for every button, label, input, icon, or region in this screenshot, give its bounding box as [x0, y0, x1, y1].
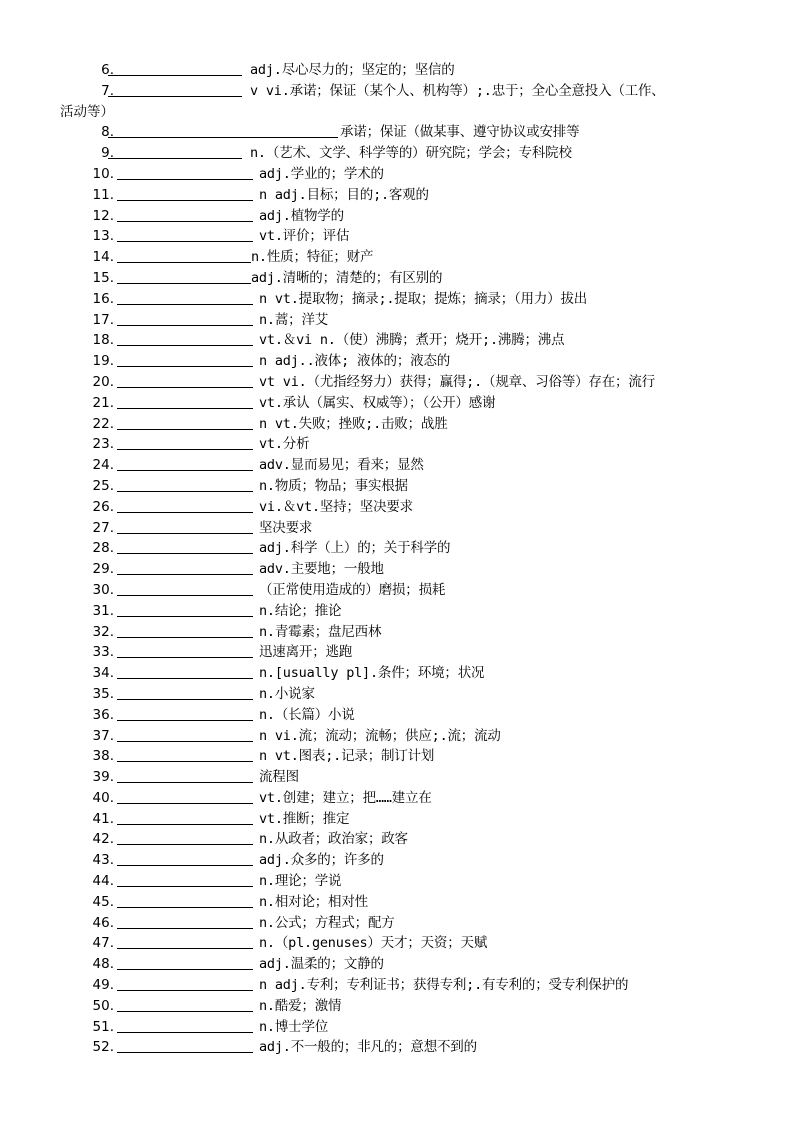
answer-blank[interactable]: [117, 221, 253, 222]
list-item: [0, 642, 794, 663]
answer-blank[interactable]: [117, 1011, 253, 1012]
list-item: [0, 1037, 794, 1058]
item-number: 50.: [92, 997, 114, 1014]
item-definition: vt.评价；评估: [259, 228, 350, 245]
answer-blank[interactable]: [117, 741, 253, 742]
item-definition: n vi.流；流动；流畅；供应;.流；流动: [259, 727, 501, 744]
item-number: 46.: [92, 914, 114, 931]
item-number: 27.: [92, 519, 114, 536]
item-definition: n.（长篇）小说: [259, 706, 355, 723]
answer-blank[interactable]: [117, 262, 251, 263]
item-definition: n vt.提取物；摘录;.提取；提炼；摘录；（用力）拔出: [259, 290, 588, 307]
list-item: [0, 518, 794, 539]
list-item: [0, 226, 794, 247]
answer-blank[interactable]: [117, 699, 253, 700]
answer-blank[interactable]: [117, 928, 253, 929]
item-definition: n.性质；特征；财产: [251, 249, 374, 266]
item-number: 21.: [92, 394, 114, 411]
item-number: 43.: [92, 852, 114, 869]
item-definition: adj.学业的；学术的: [259, 165, 384, 182]
answer-blank[interactable]: [117, 761, 253, 762]
item-number: 8.: [101, 124, 114, 141]
answer-blank[interactable]: [117, 283, 251, 284]
item-definition: vt.推断；推定: [259, 810, 350, 827]
item-definition: vi.＆vt.坚持；坚决要求: [259, 498, 413, 515]
item-definition: adj.温柔的；文静的: [259, 956, 384, 973]
list-item: [0, 351, 794, 372]
list-item: [0, 809, 794, 830]
answer-blank[interactable]: [117, 574, 253, 575]
item-definition: n.物质；物品；事实根据: [259, 477, 408, 494]
item-definition: adj.不一般的；非凡的；意想不到的: [259, 1039, 477, 1056]
list-item: [0, 268, 794, 289]
list-item: [0, 122, 794, 143]
item-definition: n.理论；学说: [259, 873, 342, 890]
list-item: [0, 393, 794, 414]
item-definition: n.从政者；政治家；政客: [259, 831, 408, 848]
item-definition: n vt.图表;.记录；制订计划: [259, 748, 435, 765]
list-item: [0, 622, 794, 643]
answer-blank[interactable]: [117, 200, 253, 201]
list-item: [0, 580, 794, 601]
item-definition: adj.清晰的；清楚的；有区别的: [251, 269, 443, 286]
item-number: 12.: [92, 207, 114, 224]
item-definition: adj.植物学的: [259, 207, 344, 224]
answer-blank[interactable]: [108, 75, 242, 76]
item-definition: 流程图: [259, 769, 299, 786]
item-number: 31.: [92, 602, 114, 619]
item-definition: n.（艺术、文学、科学等的）研究院；学会；专科院校: [250, 145, 572, 162]
answer-blank[interactable]: [117, 990, 253, 991]
list-item: [0, 975, 794, 996]
list-item: [0, 996, 794, 1017]
item-definition: vt.＆vi n.（使）沸腾；煮开；烧开;.沸腾；沸点: [259, 332, 565, 349]
answer-blank[interactable]: [117, 533, 253, 534]
answer-blank[interactable]: [117, 553, 253, 554]
answer-blank[interactable]: [117, 470, 253, 471]
list-item: [0, 705, 794, 726]
item-number: 23.: [92, 436, 114, 453]
item-number: 10.: [92, 165, 114, 182]
item-definition: vt.创建；建立；把……建立在: [259, 789, 432, 806]
list-item: [0, 434, 794, 455]
answer-blank[interactable]: [117, 720, 253, 721]
answer-blank[interactable]: [117, 512, 253, 513]
item-definition: n.酷爱；激情: [259, 997, 342, 1014]
answer-blank[interactable]: [117, 886, 253, 887]
item-definition: n.相对论；相对性: [259, 893, 368, 910]
item-number: 11.: [92, 186, 114, 203]
item-number: 18.: [92, 332, 114, 349]
list-item: [0, 871, 794, 892]
list-item: [0, 788, 794, 809]
item-number: 26.: [92, 498, 114, 515]
item-number: 24.: [92, 457, 114, 474]
list-item: [0, 559, 794, 580]
list-item: [0, 726, 794, 747]
item-number: 30.: [92, 581, 114, 598]
answer-blank[interactable]: [117, 1052, 253, 1053]
item-number: 20.: [92, 373, 114, 390]
item-number: 36.: [92, 706, 114, 723]
list-item: [0, 767, 794, 788]
item-number: 44.: [92, 873, 114, 890]
item-number: 38.: [92, 748, 114, 765]
list-item: [0, 892, 794, 913]
answer-blank[interactable]: [117, 865, 253, 866]
item-number: 29.: [92, 561, 114, 578]
item-number: 51.: [92, 1018, 114, 1035]
item-number: 35.: [92, 685, 114, 702]
list-item: [0, 289, 794, 310]
answer-blank[interactable]: [117, 803, 253, 804]
item-definition: 坚决要求: [259, 519, 313, 536]
item-number: 32.: [92, 623, 114, 640]
answer-blank[interactable]: [117, 241, 253, 242]
item-number: 37.: [92, 727, 114, 744]
list-item: [0, 60, 794, 81]
item-number: 7.: [101, 82, 114, 99]
answer-blank[interactable]: [117, 491, 253, 492]
answer-blank[interactable]: [117, 366, 253, 367]
answer-blank[interactable]: [117, 449, 253, 450]
item-definition: n adj.目标；目的;.客观的: [259, 186, 429, 203]
list-item: [0, 185, 794, 206]
item-definition: adj.尽心尽力的；坚定的；坚信的: [250, 62, 455, 78]
list-item: [0, 414, 794, 435]
answer-blank[interactable]: [117, 678, 253, 679]
answer-blank[interactable]: [117, 595, 253, 596]
item-number: 41.: [92, 810, 114, 827]
item-definition: vt vi.（尤指经努力）获得；赢得;.（规章、习俗等）存在；流行: [259, 373, 655, 390]
item-number: 22.: [92, 415, 114, 432]
answer-blank[interactable]: [117, 304, 253, 305]
item-definition: adj.科学（上）的；关于科学的: [259, 540, 451, 557]
answer-blank[interactable]: [117, 782, 253, 783]
item-definition: n.小说家: [259, 685, 315, 702]
item-number: 25.: [92, 477, 114, 494]
item-definition: n.（pl.genuses）天才；天资；天赋: [259, 935, 488, 952]
list-item: [0, 850, 794, 871]
item-definition: v vi.承诺；保证（某个人、机构等）;.忠于；全心全意投入（工作、: [250, 82, 665, 99]
answer-blank[interactable]: [117, 637, 253, 638]
answer-blank[interactable]: [108, 96, 242, 97]
item-number: 47.: [92, 935, 114, 952]
list-item: [0, 538, 794, 559]
item-definition: adj.众多的；许多的: [259, 852, 384, 869]
item-number: 34.: [92, 665, 114, 682]
answer-blank[interactable]: [117, 948, 253, 949]
item-number: 40.: [92, 789, 114, 806]
answer-blank[interactable]: [117, 345, 253, 346]
item-definition: n.博士学位: [259, 1018, 329, 1035]
list-item: [0, 684, 794, 705]
item-definition: n.公式；方程式；配方: [259, 914, 395, 931]
item-number: 13.: [92, 228, 114, 245]
answer-blank[interactable]: [108, 158, 242, 159]
answer-blank[interactable]: [117, 408, 253, 409]
list-item: [0, 330, 794, 351]
list-item: [0, 1017, 794, 1038]
item-number: 14.: [92, 249, 114, 266]
list-item: [0, 310, 794, 331]
item-definition: vt.承认（属实、权威等）；（公开）感谢: [259, 394, 496, 411]
answer-blank[interactable]: [117, 325, 253, 326]
list-item: [0, 247, 794, 268]
list-item: [0, 455, 794, 476]
item-definition: adv.主要地；一般地: [259, 561, 384, 578]
list-item: [0, 601, 794, 622]
item-definition: n vt.失败；挫败;.击败；战胜: [259, 415, 448, 432]
list-item-continuation: [0, 102, 794, 123]
answer-blank[interactable]: [117, 657, 253, 658]
answer-blank[interactable]: [117, 616, 253, 617]
answer-blank[interactable]: [117, 844, 253, 845]
item-definition: n.[usually pl].条件；环境；状况: [259, 665, 485, 682]
list-item: [0, 829, 794, 850]
list-item: [0, 164, 794, 185]
item-number: 9.: [101, 145, 114, 162]
list-item: [0, 933, 794, 954]
worksheet: [0, 60, 794, 1058]
item-number: 16.: [92, 290, 114, 307]
list-item: [0, 954, 794, 975]
item-number: 39.: [92, 769, 114, 786]
item-definition: 承诺；保证（做某事、遵守协议或安排等: [340, 124, 580, 141]
item-number: 45.: [92, 893, 114, 910]
item-definition: adv.显而易见；看来；显然: [259, 457, 424, 474]
list-item: [0, 476, 794, 497]
list-item: [0, 663, 794, 684]
item-definition: 活动等）: [60, 103, 114, 120]
item-definition: n adj.专利；专利证书；获得专利;.有专利的；受专利保护的: [259, 977, 629, 994]
item-number: 17.: [92, 311, 114, 328]
answer-blank[interactable]: [117, 824, 253, 825]
item-number: 49.: [92, 977, 114, 994]
item-definition: （正常使用造成的）磨损；损耗: [259, 581, 446, 598]
item-number: 28.: [92, 540, 114, 557]
item-number: 48.: [92, 956, 114, 973]
item-number: 15.: [92, 269, 114, 286]
list-item: [0, 913, 794, 934]
item-definition: n.青霉素；盘尼西林: [259, 623, 382, 640]
item-number: 42.: [92, 831, 114, 848]
list-item: [0, 497, 794, 518]
item-number: 33.: [92, 644, 114, 661]
item-number: 6.: [101, 62, 114, 78]
item-definition: 迅速离开；逃跑: [259, 644, 353, 661]
answer-blank[interactable]: [117, 179, 253, 180]
list-item: [0, 81, 794, 102]
item-definition: n adj..液体; 液体的；液态的: [259, 353, 451, 370]
answer-blank[interactable]: [117, 907, 253, 908]
answer-blank[interactable]: [117, 1032, 253, 1033]
item-definition: n.结论；推论: [259, 602, 342, 619]
answer-blank[interactable]: [117, 969, 253, 970]
list-item: [0, 143, 794, 164]
list-item: [0, 746, 794, 767]
list-item: [0, 206, 794, 227]
answer-blank[interactable]: [117, 429, 253, 430]
item-number: 19.: [92, 353, 114, 370]
list-item: [0, 372, 794, 393]
answer-blank[interactable]: [108, 137, 338, 138]
item-number: 52.: [92, 1039, 114, 1056]
answer-blank[interactable]: [117, 387, 253, 388]
item-definition: n.蒿；洋艾: [259, 311, 329, 328]
item-definition: vt.分析: [259, 436, 310, 453]
